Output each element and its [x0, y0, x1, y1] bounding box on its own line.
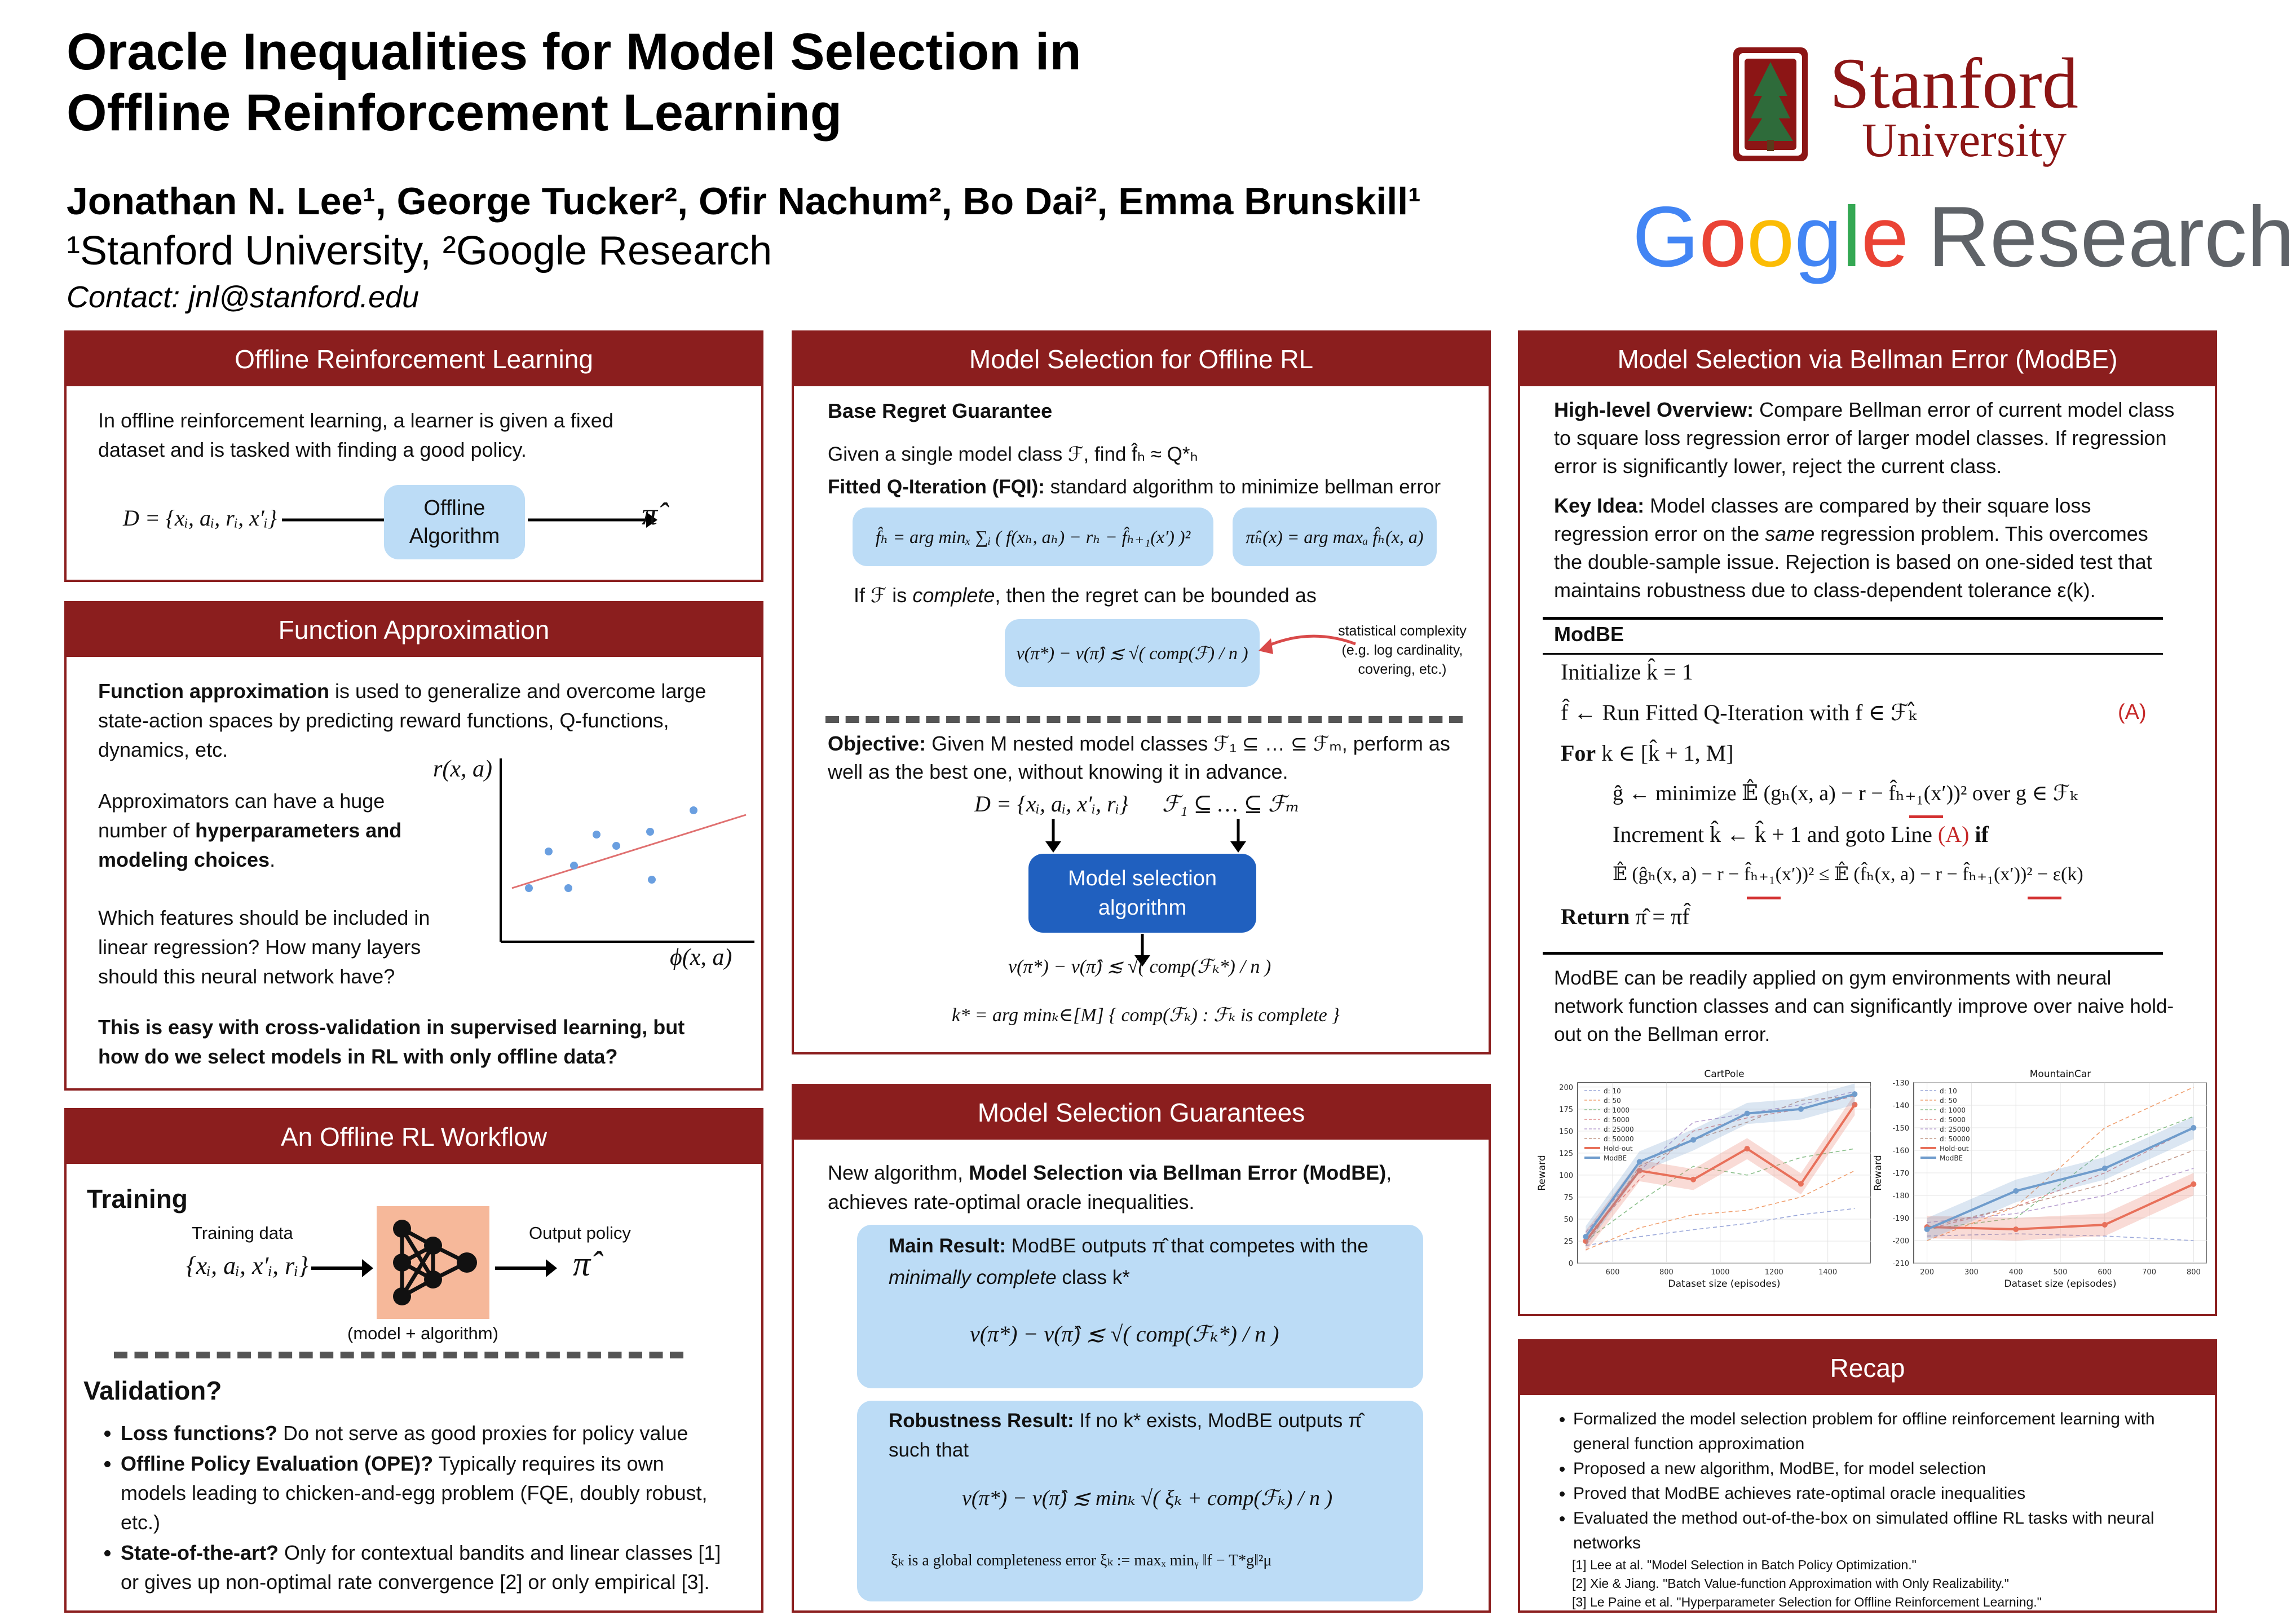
return-value: π̂ = πf̂: [1630, 904, 1690, 929]
algo-line-6: 𝔼̂ (ĝₕ(x, a) − r − f̂ₕ₊₁(x′))² ≤ 𝔼̂ (f̂ₕ(x, a) − r − f̂ₕ₊₁(x′))² − ε(k): [1613, 864, 2083, 885]
arrow-icon: [1042, 819, 1065, 853]
recap-list: [1554, 1407, 2185, 1556]
given-line: Given a single model class ℱ, find f̂ₕ ≈ Q*ₕ: [828, 443, 1198, 465]
x-tick-label: 800: [1659, 1268, 1674, 1277]
regret-equation: v(π*) − v(π̂) ≲ √( comp(ℱ) / n ): [1005, 619, 1260, 687]
bullet-bold: Loss functions?: [121, 1422, 277, 1445]
plot-xlabel: ϕ(x, a): [670, 945, 732, 970]
list-item: [121, 1538, 730, 1597]
stanford-logo: [1731, 45, 2126, 169]
x-tick-label: 200: [1920, 1268, 1935, 1277]
algo-rule-top: [1543, 617, 2163, 620]
data-point: [2102, 1222, 2108, 1228]
complete-a: If ℱ is: [854, 584, 913, 607]
algo-rule-bottom: [1543, 952, 2163, 955]
google-letter: g: [1794, 189, 1842, 285]
y-tick-label: 0: [1568, 1260, 1573, 1268]
y-tick-label: -160: [1892, 1147, 1909, 1155]
for-keyword: For: [1561, 740, 1596, 766]
panel-heading: An Offline RL Workflow: [67, 1110, 761, 1164]
offline-algorithm-box: Offline Algorithm: [384, 485, 525, 559]
main-result-equation: v(π*) − v(π̂) ≲ √( comp(ℱₖ*) / n ): [970, 1321, 1279, 1347]
if-keyword: if: [1969, 822, 1989, 847]
panel-heading: Model Selection via Bellman Error (ModBE): [1520, 333, 2215, 386]
arrow-icon: [495, 1251, 557, 1285]
y-tick-label: 175: [1559, 1105, 1573, 1114]
y-tick-label: 25: [1564, 1237, 1573, 1246]
arrow-icon: [1227, 819, 1249, 853]
x-tick-label: 400: [2008, 1268, 2023, 1277]
legend-entry: d: 50000: [1940, 1135, 1970, 1143]
data-point: [593, 831, 601, 839]
y-tick-label: 75: [1564, 1193, 1573, 1202]
data-point: [2102, 1166, 2108, 1171]
legend-entry: d: 5000: [1940, 1116, 1966, 1124]
fa-para2-b: hyperparameters and modeling choices: [98, 819, 402, 871]
intro-b: Model Selection via Bellman Error (ModBE): [969, 1161, 1387, 1184]
legend-entry: Hold-out: [1940, 1145, 1969, 1153]
mountaincar-chart: [1869, 1060, 2207, 1308]
guarantees-intro: [828, 1158, 1448, 1217]
cartpole-chart: [1533, 1060, 1871, 1308]
key-idea: [1554, 492, 2180, 604]
reference: [2] Xie & Jiang. "Batch Value-function Approximation with Only Realizability.": [1572, 1576, 2009, 1591]
algo-line-4: ĝ ← minimize 𝔼̂ (gₕ(x, a) − r − f̂ₕ₊₁(x′))² over g ∈ ℱₖ: [1613, 782, 2078, 805]
intro-c: , achieves rate-optimal oracle inequalities.: [828, 1161, 1392, 1213]
x-tick-label: 500: [2053, 1268, 2068, 1277]
data-point: [646, 828, 654, 836]
x-tick-label: 700: [2142, 1268, 2156, 1277]
google-letter: o: [1699, 189, 1747, 285]
google-letter: e: [1861, 189, 1909, 285]
data-point: [2191, 1125, 2196, 1131]
reference: [3] Le Paine et al. "Hyperparameter Selection for Offline Reinforcement Learning.": [1572, 1595, 2042, 1609]
fa-closing: This is easy with cross-validation in supervised learning, but how do we select models in RL with only offline data?: [98, 1016, 685, 1068]
main-it: minimally complete: [889, 1266, 1057, 1288]
legend-entry: d: 50: [1604, 1097, 1621, 1105]
x-tick-label: 600: [2098, 1268, 2112, 1277]
x-tick-label: 300: [1964, 1268, 1979, 1277]
google-letter: l: [1842, 189, 1861, 285]
title-line-1: Oracle Inequalities for Model Selection in: [67, 23, 1081, 81]
legend-entry: d: 10: [1604, 1087, 1621, 1095]
reference: [1] Lee at al. "Model Selection in Batch Policy Optimization.": [1572, 1557, 1917, 1572]
data-point: [2013, 1188, 2019, 1194]
arrow-icon: [528, 503, 657, 537]
poster-title: [67, 21, 1589, 143]
data-point: [545, 848, 553, 855]
objective-bold: Objective:: [828, 732, 926, 755]
algo-line-7: [1561, 903, 1690, 930]
main-rest: ModBE outputs π̂ that competes with the: [1006, 1235, 1368, 1257]
list-item: [121, 1449, 730, 1537]
high-level-overview: [1554, 396, 2180, 480]
neural-network-icon: [377, 1206, 489, 1319]
regression-plot: [495, 758, 754, 945]
fqi-line: [828, 473, 1441, 502]
legend-entry: ModBE: [1604, 1154, 1627, 1162]
data-point: [1745, 1146, 1750, 1151]
legend-entry: ModBE: [1940, 1154, 1963, 1162]
chart-title: MountainCar: [2029, 1069, 2091, 1080]
data-point: [570, 862, 578, 870]
y-tick-label: 50: [1564, 1215, 1573, 1224]
complete-c: , then the regret can be bounded as: [995, 584, 1317, 607]
x-tick-label: 1400: [1818, 1268, 1838, 1277]
validation-list: [98, 1419, 730, 1598]
list-item: • Formalized the model selection problem for offline reinforcement learning with general function approximation: [1573, 1407, 2185, 1457]
panel-recap: [1518, 1339, 2217, 1613]
fa-intro-bold: Function approximation: [98, 679, 329, 703]
data-point: [2191, 1181, 2196, 1187]
main-result-box: [857, 1225, 1423, 1388]
fa-intro: [98, 677, 718, 765]
bullet-bold: State-of-the-art?: [121, 1541, 279, 1564]
y-tick-label: -170: [1892, 1170, 1909, 1178]
ki-rest-b: regression problem. This overcomes the double-sample issue. Rejection is based on one-sided test that maintains robustness due to class-dependent tolerance ε(k).: [1554, 522, 2152, 602]
y-axis-label: Reward: [1536, 1155, 1548, 1191]
research-wordmark: Research: [1928, 189, 2295, 285]
data-point: [1690, 1137, 1696, 1142]
stanford-wordmark: Stanford: [1830, 43, 2078, 123]
panel-heading: Model Selection for Offline RL: [794, 333, 1489, 386]
training-heading: Training: [87, 1184, 188, 1213]
hl-rest: Compare Bellman error of current model class to square loss regression error of larger model classes. If regression error is significantly lower, reject the current class.: [1554, 398, 2175, 478]
intro-a: New algorithm,: [828, 1161, 969, 1184]
algo-tag-a: (A): [2118, 700, 2147, 724]
legend-entry: d: 10: [1940, 1087, 1957, 1095]
panel-function-approximation: [64, 601, 763, 1091]
x-tick-label: 1200: [1764, 1268, 1783, 1277]
y-tick-label: -140: [1892, 1102, 1909, 1110]
data-point: [1924, 1226, 1930, 1232]
underline-mark: [1909, 815, 1943, 818]
nested-classes: D = {xᵢ, aᵢ, x′ᵢ, rᵢ} ℱ₁ ⊆ … ⊆ ℱₘ: [974, 791, 1300, 817]
legend-entry: Hold-out: [1604, 1145, 1633, 1153]
robustness-result-box: [857, 1401, 1423, 1601]
bullet-text: Do not serve as good proxies for policy value: [277, 1422, 688, 1445]
data-point: [1637, 1159, 1642, 1164]
plot-ylabel: r(x, a): [433, 756, 492, 782]
legend-entry: d: 50: [1940, 1097, 1957, 1105]
rob-bold: Robustness Result:: [889, 1410, 1074, 1432]
panel-model-selection: [792, 330, 1491, 1054]
y-tick-label: 125: [1559, 1149, 1573, 1158]
xi-note: ξₖ is a global completeness error ξₖ := maxₓ minᵧ ‖f − T*g‖²μ: [891, 1552, 1272, 1569]
google-letter: o: [1746, 189, 1795, 285]
hl-bold: High-level Overview:: [1554, 398, 1754, 421]
fqi-equation: f̂ₕ = arg minₓ ∑ᵢ ( f(xₕ, aₕ) − rₕ − f̂ₕ₊₁(x′) )²: [853, 508, 1213, 566]
google-wordmark: [1632, 189, 1909, 285]
title-line-2: Offline Reinforcement Learning: [67, 84, 842, 142]
complete-line: [854, 581, 1317, 610]
ki-rest-a: Model classes are compared by their square loss regression error on the: [1554, 494, 2091, 545]
algo-line-3: [1561, 740, 1734, 766]
data-point: [1745, 1111, 1750, 1116]
increment-text: Increment k̂ ← k̂ + 1 and goto Line: [1613, 822, 1938, 847]
panel-modbe: [1518, 330, 2217, 1316]
affiliations: ¹Stanford University, ²Google Research: [67, 228, 772, 273]
authors: Jonathan N. Lee¹, George Tucker², Ofir Nachum², Bo Dai², Emma Brunskill¹: [67, 180, 1421, 223]
contact: Contact: jnl@stanford.edu: [67, 280, 420, 314]
panel-heading: Offline Reinforcement Learning: [67, 333, 761, 386]
y-tick-label: -130: [1892, 1079, 1909, 1088]
chart-title: CartPole: [1704, 1069, 1745, 1080]
list-item: • Evaluated the method out-of-the-box on simulated offline RL tasks with neural networks: [1573, 1506, 2185, 1556]
panel-heading: Function Approximation: [67, 603, 761, 657]
training-data-label: Training data: [192, 1223, 293, 1243]
y-tick-label: 150: [1559, 1127, 1573, 1136]
data-point: [612, 842, 620, 850]
bullet-text: Typically requires its own models leading to chicken-and-egg problem (FQE, doubly robust, etc.): [121, 1452, 708, 1534]
y-tick-label: 100: [1559, 1171, 1573, 1180]
dashed-divider: [114, 1352, 683, 1358]
panel-heading: Model Selection Guarantees: [794, 1086, 1489, 1140]
return-keyword: Return: [1561, 904, 1630, 929]
google-letter: G: [1632, 189, 1699, 285]
main-result-text: [889, 1230, 1374, 1294]
training-dataset: {xᵢ, aᵢ, x′ᵢ, rᵢ}: [186, 1252, 308, 1279]
model-selection-box: Model selection algorithm: [1028, 854, 1256, 933]
list-item: [121, 1419, 730, 1448]
x-axis-label: Dataset size (episodes): [2004, 1278, 2117, 1290]
legend-entry: d: 50000: [1604, 1135, 1634, 1143]
panel-heading: Recap: [1520, 1341, 2215, 1395]
data-point: [1798, 1106, 1804, 1112]
underline-mark: [2028, 897, 2061, 899]
algo-rule-mid: [1543, 653, 2163, 655]
panel-offline-rl: [64, 330, 763, 582]
algo-line-2: f̂ ← Run Fitted Q-Iteration with f ∈ ℱₖ̂: [1561, 700, 1917, 725]
x-tick-label: 600: [1605, 1268, 1620, 1277]
bullet-text: Only for contextual bandits and linear classes [1] or gives up non-optimal rate convergence [2] or only empirical [3].: [121, 1541, 721, 1594]
data-point: [1583, 1234, 1588, 1239]
y-tick-label: -150: [1892, 1124, 1909, 1133]
legend-entry: d: 25000: [1604, 1126, 1634, 1133]
x-tick-label: 1000: [1711, 1268, 1730, 1277]
objective: [828, 730, 1459, 786]
y-tick-label: -180: [1892, 1192, 1909, 1201]
legend-entry: d: 1000: [1940, 1106, 1966, 1114]
data-point: [2013, 1226, 2019, 1232]
greedy-equation: π̂ₕ(x) = arg maxₐ f̂ₕ(x, a): [1233, 508, 1437, 566]
complexity-annotation: statistical complexity (e.g. log cardinality, covering, etc.): [1338, 623, 1467, 677]
y-tick-label: -200: [1892, 1237, 1909, 1246]
data-point: [648, 876, 656, 884]
algo-title: ModBE: [1554, 623, 1624, 646]
y-tick-label: -210: [1892, 1260, 1909, 1268]
fa-para2: [98, 787, 448, 875]
x-axis-label: Dataset size (episodes): [1668, 1278, 1781, 1290]
for-range: k ∈ [k̂ + 1, M]: [1596, 740, 1734, 766]
dashed-divider: [825, 716, 1463, 723]
list-item: • Proved that ModBE achieves rate-optimal oracle inequalities: [1573, 1481, 2185, 1506]
algo-line-5: [1613, 821, 1989, 848]
data-point: [690, 806, 697, 814]
modbe-apply-text: ModBE can be readily applied on gym environments with neural network function classes and can significantly improve over naive hold-out on the Bellman error.: [1554, 967, 2174, 1045]
policy-symbol: π̂: [642, 497, 658, 532]
output-policy-symbol: π̂: [573, 1245, 591, 1283]
references: [1572, 1556, 2042, 1612]
robustness-equation: v(π*) − v(π̂) ≲ minₖ √( ξₖ + comp(ℱₖ) / n ): [962, 1486, 1333, 1510]
kstar-definition: k* = arg minₖ∈[M] { comp(ℱₖ) : ℱₖ is complete }: [952, 1005, 1340, 1026]
selection-bound: v(π*) − v(π̂) ≲ √( comp(ℱₖ*) / n ): [1008, 956, 1271, 977]
panel-guarantees: [792, 1084, 1491, 1613]
stanford-sub: University: [1862, 113, 2067, 167]
data-point: [525, 884, 533, 892]
stanford-tree-icon: [1731, 45, 1810, 164]
ki-it: same: [1765, 522, 1815, 545]
legend-entry: d: 5000: [1604, 1116, 1630, 1124]
arrow-icon: [311, 1251, 373, 1285]
bullet-bold: Offline Policy Evaluation (OPE)?: [121, 1452, 434, 1475]
main-bold: Main Result:: [889, 1235, 1006, 1257]
offline-rl-text: In offline reinforcement learning, a learner is given a fixed dataset and is tasked with finding a good policy.: [98, 409, 613, 461]
legend-entry: d: 25000: [1940, 1126, 1970, 1133]
x-tick-label: 800: [2186, 1268, 2201, 1277]
output-policy-label: Output policy: [529, 1223, 631, 1243]
data-point: [564, 884, 572, 892]
underline-mark: [1747, 897, 1781, 899]
base-regret-heading: Base Regret Guarantee: [828, 399, 1053, 422]
y-tick-label: -190: [1892, 1215, 1909, 1223]
objective-rest: Given M nested model classes ℱ₁ ⊆ … ⊆ ℱₘ, perform as well as the best one, without knowing it in advance.: [828, 732, 1450, 783]
y-tick-label: 200: [1559, 1083, 1573, 1092]
legend-entry: d: 1000: [1604, 1106, 1630, 1114]
dataset-formula: D = {xᵢ, aᵢ, rᵢ, x′ᵢ}: [123, 505, 277, 531]
goto-tag: (A): [1937, 822, 1970, 847]
fa-para2-c: .: [270, 848, 276, 871]
validation-heading: Validation?: [83, 1376, 222, 1405]
panel-workflow: [64, 1108, 763, 1613]
fa-para3: Which features should be included in linear regression? How many layers should this neural network have?: [98, 906, 430, 988]
data-point: [1852, 1091, 1857, 1097]
list-item: • Proposed a new algorithm, ModBE, for model selection: [1573, 1457, 2185, 1481]
robustness-text: [889, 1406, 1396, 1465]
data-point: [1690, 1177, 1696, 1182]
fqi-rest: standard algorithm to minimize bellman error: [1044, 476, 1441, 498]
rob-rest: If no k* exists, ModBE outputs π̂ such that: [889, 1410, 1362, 1461]
google-research-logo: [1632, 189, 2295, 285]
main-end: class k*: [1056, 1266, 1130, 1288]
fa-para2-a: Approximators can have a huge number of: [98, 789, 385, 842]
model-caption: (model + algorithm): [347, 1323, 498, 1343]
data-point: [1798, 1181, 1804, 1187]
ki-bold: Key Idea:: [1554, 494, 1645, 517]
complete-b: complete: [912, 584, 995, 607]
algo-line-1: Initialize k̂ = 1: [1561, 659, 1693, 685]
fqi-bold: Fitted Q-Iteration (FQI):: [828, 476, 1045, 498]
neural-network-box: [377, 1206, 489, 1319]
y-axis-label: Reward: [1873, 1155, 1884, 1191]
fa-intro-rest: is used to generalize and overcome large state-action spaces by predicting reward functions, Q-functions, dynamics, etc.: [98, 679, 707, 761]
